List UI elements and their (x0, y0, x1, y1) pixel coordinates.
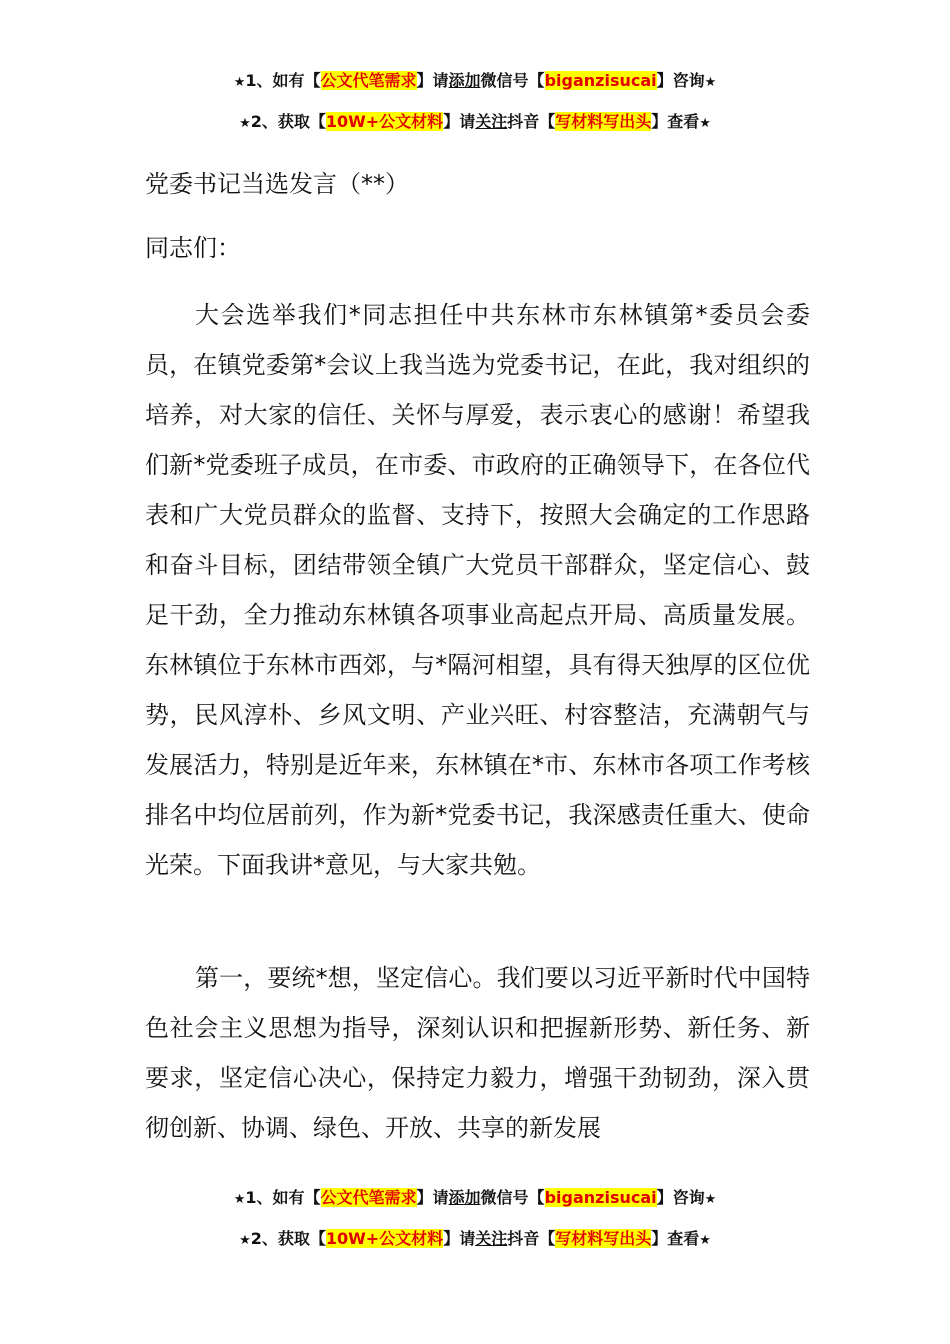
banner-text: 微信号【 (480, 1188, 545, 1207)
document-title: 党委书记当选发言（**） (145, 170, 409, 198)
promo-banner-line-2-footer (0, 1228, 950, 1252)
banner-underline: 关注 (475, 1229, 508, 1248)
star-icon: ★ (699, 1233, 711, 1248)
banner-text: 】请 (416, 1188, 449, 1207)
banner-text: 2、获取【 (250, 112, 326, 131)
banner-highlight: 公文代笔需求 (320, 71, 417, 90)
paragraph-2 (145, 953, 810, 1153)
star-icon: ★ (704, 1192, 717, 1207)
banner-text: 2、获取【 (250, 1229, 326, 1248)
paragraph-1: 大会选举我们*同志担任中共东林市东林镇第*委员会委员，在镇党委第*会议上我当选为党委书记，在此，我对组织的培养，对大家的信任、关怀与厚爱，表示衷心的感谢！希望我们新*党委班子成员，在市委、市政府的正确领导下，在各位代表和广大党员群众的监督、支持下，按照大会确定的工作思路和奋斗目标，团结带领全镇广大党员干部群众，坚定信心、鼓足干劲，全力推动东林镇各项事业高起点开局、高质量发展。东林镇位于东林市西郊，与*隔河相望，具有得天独厚的区位优势，民风淳朴、乡风文明、产业兴旺、村容整洁，充满朝气与发展活力，特别是近年来，东林镇在*市、东林市各项工作考核排名中均位居前列，作为新*党委书记，我深感责任重大、使命光荣。下面我讲*意见，与大家共勉。 (145, 301, 810, 879)
banner-highlight: 写材料写出头 (555, 1229, 652, 1248)
banner-highlight: 10W+公文材料 (325, 112, 444, 131)
promo-banner-line-1-footer (0, 1187, 950, 1211)
star-icon: ★ (699, 116, 711, 131)
banner-underline: 添加 (448, 1188, 481, 1207)
banner-text: 抖音【 (507, 112, 556, 131)
banner-highlight: 写材料写出头 (555, 112, 652, 131)
promo-banner-line-1 (0, 70, 950, 94)
banner-text: 抖音【 (507, 1229, 556, 1248)
star-icon: ★ (239, 116, 251, 131)
banner-text: 微信号【 (480, 71, 545, 90)
banner-text: 】请 (416, 71, 449, 90)
star-icon: ★ (233, 75, 246, 90)
banner-text: 】请 (443, 112, 476, 131)
banner-highlight: 公文代笔需求 (320, 1188, 417, 1207)
banner-text: 1、如有【 (245, 1188, 321, 1207)
star-icon: ★ (239, 1233, 251, 1248)
banner-highlight: biganzisucai (544, 1188, 657, 1207)
banner-text: 】查看 (651, 1229, 700, 1248)
banner-text: 】查看 (651, 112, 700, 131)
banner-highlight: biganzisucai (544, 71, 657, 90)
promo-banner-line-2 (0, 111, 950, 135)
banner-text: 1、如有【 (245, 71, 321, 90)
banner-text: 】请 (443, 1229, 476, 1248)
banner-highlight: 10W+公文材料 (325, 1229, 444, 1248)
paragraph-2-body: 我们要以习近平新时代中国特色社会主义思想为指导，深刻认识和把握新形势、新任务、新要求，坚定信心决心，保持定力毅力，增强干劲韧劲，深入贯彻创新、协调、绿色、开放、共享的新发展 (145, 964, 811, 1142)
star-icon: ★ (704, 75, 717, 90)
banner-underline: 关注 (475, 112, 508, 131)
banner-text: 】咨询 (656, 71, 705, 90)
banner-text: 】咨询 (656, 1188, 705, 1207)
banner-underline: 添加 (448, 71, 481, 90)
paragraph-2-lead: 第一，要统*想，坚定信心。 (195, 964, 497, 992)
salutation: 同志们： (145, 234, 241, 262)
star-icon: ★ (233, 1192, 246, 1207)
